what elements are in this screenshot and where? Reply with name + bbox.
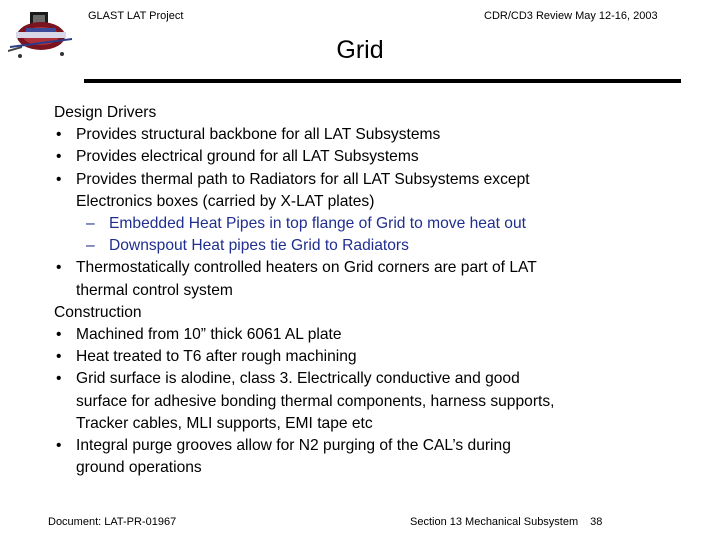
bullet-text: Provides thermal path to Radiators for all LAT Subsystems except <box>76 170 530 188</box>
footer-section <box>410 516 602 528</box>
bullet-item <box>54 346 714 368</box>
page-number: 38 <box>590 516 603 528</box>
bullet-icon: • <box>56 348 62 366</box>
bullet-text: Machined from 10” thick 6061 AL plate <box>76 326 342 344</box>
bullet-continuation: Electronics boxes (carried by X-LAT plates) <box>76 192 375 210</box>
bullet-text: Provides structural backbone for all LAT Subsystems <box>76 126 441 144</box>
bullet-text: Grid surface is alodine, class 3. Electrically conductive and good <box>76 370 520 388</box>
bullet-continuation: thermal control system <box>76 281 233 299</box>
bullet-icon: • <box>56 170 62 188</box>
bullet-text: Integral purge grooves allow for N2 purging of the CAL’s during <box>76 437 511 455</box>
bullet-icon: • <box>56 148 62 166</box>
bullet-item <box>54 257 714 279</box>
dash-icon: – <box>86 237 95 255</box>
bullet-continuation: ground operations <box>76 459 202 477</box>
bullet-item <box>54 435 714 457</box>
bullet-item <box>54 169 714 191</box>
header-review: CDR/CD3 Review May 12-16, 2003 <box>484 10 658 22</box>
bullet-icon: • <box>56 437 62 455</box>
footer-document: Document: LAT-PR-01967 <box>48 516 177 528</box>
sub-bullet-text: Embedded Heat Pipes in top flange of Grid to move heat out <box>109 215 526 233</box>
footer-section-label: Section 13 Mechanical Subsystem <box>410 516 579 528</box>
bullet-continuation: surface for adhesive bonding thermal components, harness supports, <box>76 392 555 410</box>
bullet-text: Provides electrical ground for all LAT Subsystems <box>76 148 419 166</box>
sub-bullet-item <box>54 235 714 257</box>
bullet-icon: • <box>56 259 62 277</box>
construction-heading: Construction <box>54 303 142 321</box>
bullet-item <box>54 368 714 390</box>
bullet-text: Heat treated to T6 after rough machining <box>76 348 357 366</box>
bullet-icon: • <box>56 326 62 344</box>
design-drivers-heading: Design Drivers <box>54 104 157 121</box>
bullet-item <box>54 324 714 346</box>
bullet-text: Thermostatically controlled heaters on Grid corners are part of LAT <box>76 259 537 277</box>
bullet-item <box>54 146 714 168</box>
bullet-icon: • <box>56 370 62 388</box>
sub-bullet-item <box>54 213 714 235</box>
bullet-icon: • <box>56 126 62 144</box>
slide-body <box>54 102 714 479</box>
bullet-item <box>54 124 714 146</box>
bullet-continuation: Tracker cables, MLI supports, EMI tape etc <box>76 414 373 432</box>
dash-icon: – <box>86 215 95 233</box>
title-rule <box>84 79 681 83</box>
slide-title: Grid <box>336 36 384 64</box>
header-project: GLAST LAT Project <box>88 10 184 22</box>
sub-bullet-text: Downspout Heat pipes tie Grid to Radiators <box>109 237 409 255</box>
